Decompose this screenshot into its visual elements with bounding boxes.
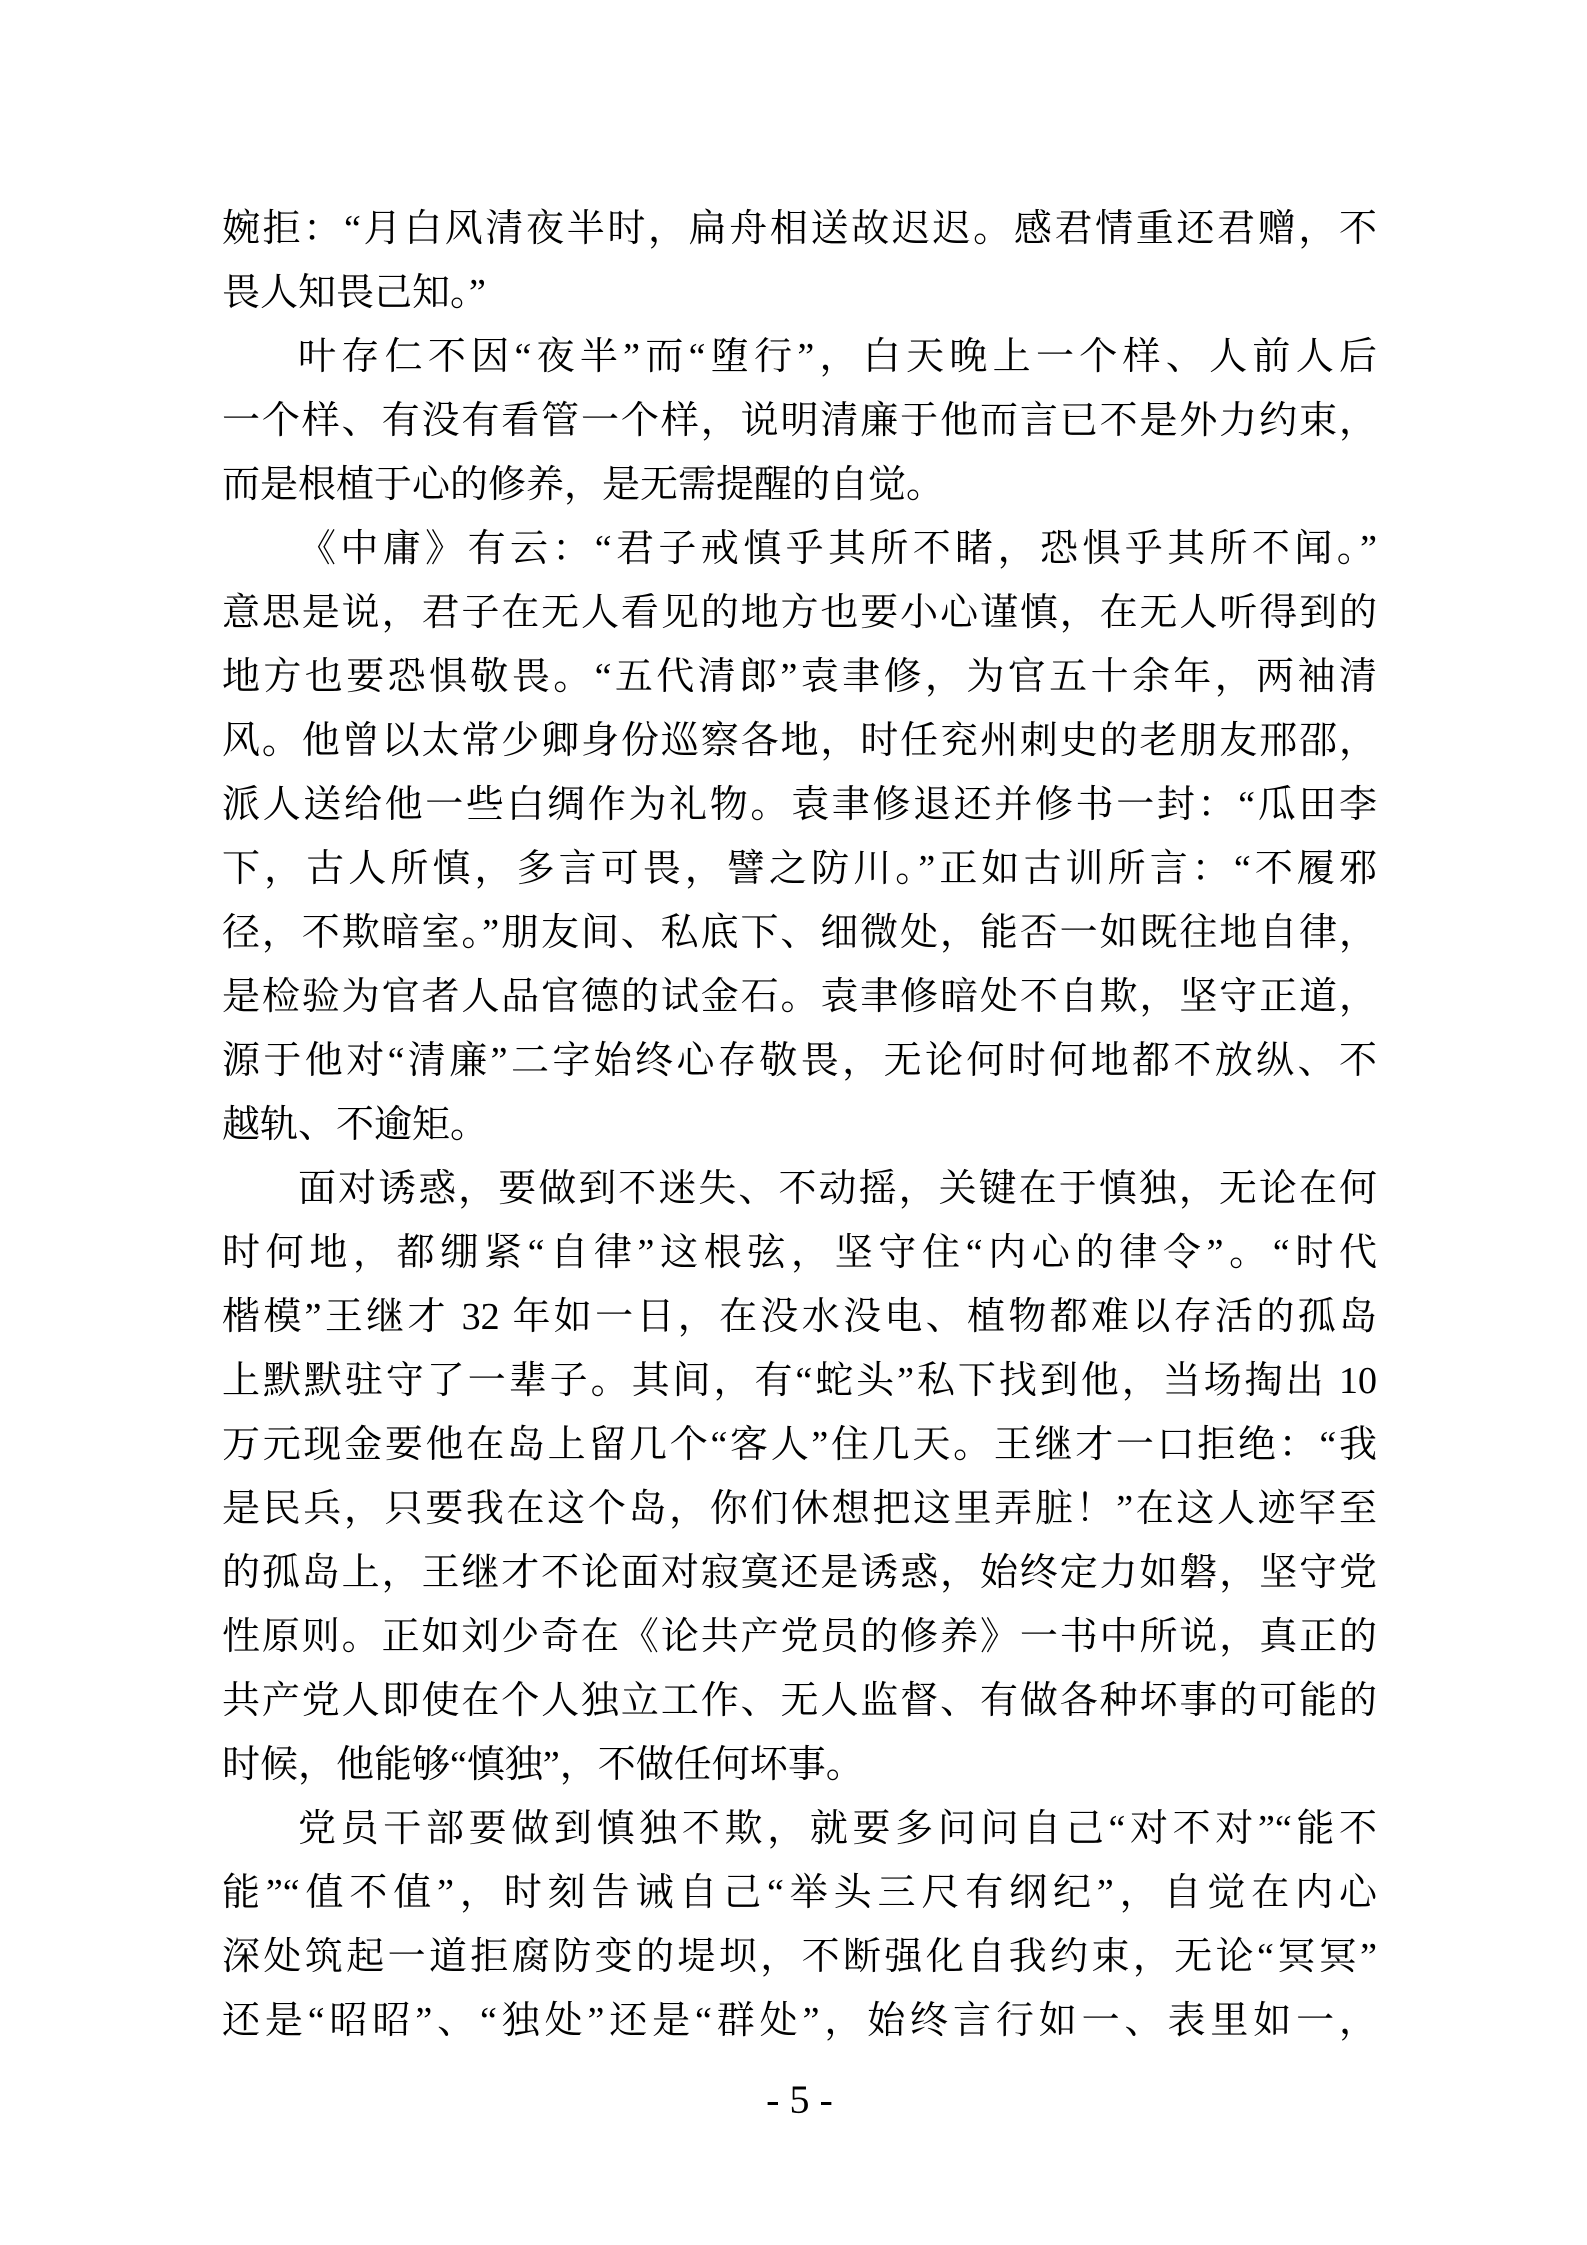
text-line: 是检验为官者人品官德的试金石。袁聿修暗处不自欺，坚守正道， bbox=[222, 976, 1377, 1018]
text-line: 而是根植于心的修养，是无需提醒的自觉。 bbox=[222, 464, 945, 506]
text-line: 楷模”王继才 32 年如一日，在没水没电、植物都难以存活的孤岛 bbox=[222, 1296, 1377, 1338]
text-line: 共产党人即使在个人独立工作、无人监督、有做各种坏事的可能的 bbox=[222, 1680, 1377, 1722]
text-line: 婉拒：“月白风清夜半时，扁舟相送故迟迟。感君情重还君赠，不 bbox=[222, 208, 1377, 250]
text-line: 《中庸》有云：“君子戒慎乎其所不睹，恐惧乎其所不闻。” bbox=[298, 528, 1377, 570]
text-line: 下，古人所慎，多言可畏，譬之防川。”正如古训所言：“不履邪 bbox=[222, 848, 1377, 890]
text-line: 越轨、不逾矩。 bbox=[222, 1104, 489, 1146]
text-line: 能”“值不值”，时刻告诫自己“举头三尺有纲纪”，自觉在内心 bbox=[222, 1872, 1377, 1914]
text-line: 面对诱惑，要做到不迷失、不动摇，关键在于慎独，无论在何 bbox=[298, 1168, 1377, 1210]
text-line: 党员干部要做到慎独不欺，就要多问问自己“对不对”“能不 bbox=[298, 1808, 1377, 1850]
text-line: 源于他对“清廉”二字始终心存敬畏，无论何时何地都不放纵、不 bbox=[222, 1040, 1377, 1082]
text-line: 时何地，都绷紧“自律”这根弦，坚守住“内心的律令”。“时代 bbox=[222, 1232, 1377, 1274]
text-line: 风。他曾以太常少卿身份巡察各地，时任兖州刺史的老朋友邢邵， bbox=[222, 720, 1377, 762]
text-line: 径，不欺暗室。”朋友间、私底下、细微处，能否一如既往地自律， bbox=[222, 912, 1377, 954]
text-line: 上默默驻守了一辈子。其间，有“蛇头”私下找到他，当场掏出 10 bbox=[222, 1360, 1377, 1402]
text-line: 的孤岛上，王继才不论面对寂寞还是诱惑，始终定力如磐，坚守党 bbox=[222, 1552, 1377, 1594]
text-line: 深处筑起一道拒腐防变的堤坝，不断强化自我约束，无论“冥冥” bbox=[222, 1936, 1377, 1978]
text-line: 性原则。正如刘少奇在《论共产党员的修养》一书中所说，真正的 bbox=[222, 1616, 1377, 1658]
text-line: 派人送给他一些白绸作为礼物。袁聿修退还并修书一封：“瓜田李 bbox=[222, 784, 1377, 826]
text-line: 畏人知畏己知。” bbox=[222, 272, 486, 314]
text-line: 意思是说，君子在无人看见的地方也要小心谨慎，在无人听得到的 bbox=[222, 592, 1377, 634]
text-line: 是民兵，只要我在这个岛，你们休想把这里弄脏！”在这人迹罕至 bbox=[222, 1488, 1377, 1530]
text-line: 地方也要恐惧敬畏。“五代清郎”袁聿修，为官五十余年，两袖清 bbox=[222, 656, 1377, 698]
text-line: 一个样、有没有看管一个样，说明清廉于他而言已不是外力约束， bbox=[222, 400, 1377, 442]
text-line: 还是“昭昭”、“独处”还是“群处”，始终言行如一、表里如一， bbox=[222, 2000, 1377, 2042]
text-line: 时候，他能够“慎独”，不做任何坏事。 bbox=[222, 1744, 864, 1786]
page-number: - 5 - bbox=[766, 2077, 833, 2122]
document-body bbox=[222, 197, 1377, 2053]
text-line: 万元现金要他在岛上留几个“客人”住几天。王继才一口拒绝：“我 bbox=[222, 1424, 1377, 1466]
text-line: 叶存仁不因“夜半”而“堕行”，白天晚上一个样、人前人后 bbox=[298, 336, 1377, 378]
